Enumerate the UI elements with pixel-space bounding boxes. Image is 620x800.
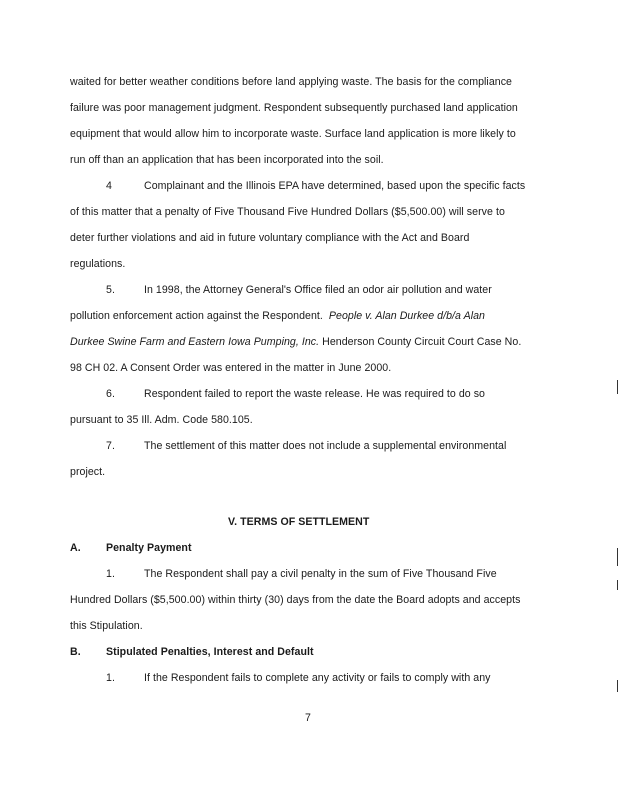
- subsection-title: Penalty Payment: [106, 542, 192, 554]
- case-caption: Durkee Swine Farm and Eastern Iowa Pumping, Inc.: [70, 336, 320, 348]
- scan-artifact: [617, 380, 618, 394]
- subsection-title: Stipulated Penalties, Interest and Default: [106, 646, 314, 658]
- body-line: failure was poor management judgment. Respondent subsequently purchased land application: [70, 102, 518, 114]
- paragraph-number: 1.: [106, 568, 115, 580]
- body-line: waited for better weather conditions before land applying waste. The basis for the compliance: [70, 76, 512, 88]
- scan-artifact: [617, 680, 618, 692]
- paragraph-number: 4: [106, 180, 112, 192]
- body-line: run off than an application that has been incorporated into the soil.: [70, 154, 384, 166]
- section-heading: V. TERMS OF SETTLEMENT: [228, 516, 370, 528]
- body-line: The Respondent shall pay a civil penalty in the sum of Five Thousand Five: [144, 568, 497, 580]
- body-line: deter further violations and aid in future voluntary compliance with the Act and Board: [70, 232, 470, 244]
- body-line: Hundred Dollars ($5,500.00) within thirty (30) days from the date the Board adopts and accepts: [70, 594, 521, 606]
- body-line: equipment that would allow him to incorporate waste. Surface land application is more likely to: [70, 128, 516, 140]
- body-line: If the Respondent fails to complete any activity or fails to comply with any: [144, 672, 491, 684]
- page-number: 7: [305, 712, 311, 724]
- body-line: regulations.: [70, 258, 126, 270]
- subsection-letter: A.: [70, 542, 81, 554]
- scan-artifact: [617, 580, 618, 590]
- body-line: pursuant to 35 Ill. Adm. Code 580.105.: [70, 414, 253, 426]
- body-line: Complainant and the Illinois EPA have determined, based upon the specific facts: [144, 180, 526, 192]
- body-line: In 1998, the Attorney General's Office filed an odor air pollution and water: [144, 284, 492, 296]
- body-line: Respondent failed to report the waste release. He was required to do so: [144, 388, 485, 400]
- paragraph-number: 7.: [106, 440, 115, 452]
- subsection-letter: B.: [70, 646, 81, 658]
- body-text: pollution enforcement action against the Respondent.: [70, 310, 323, 322]
- body-line: [70, 310, 485, 322]
- paragraph-number: 5.: [106, 284, 115, 296]
- body-line: The settlement of this matter does not include a supplemental environmental: [144, 440, 507, 452]
- scan-artifact: [617, 548, 618, 566]
- body-text: Henderson County Circuit Court Case No.: [322, 336, 522, 348]
- body-line: of this matter that a penalty of Five Thousand Five Hundred Dollars ($5,500.00) will serve to: [70, 206, 505, 218]
- paragraph-number: 6.: [106, 388, 115, 400]
- case-caption: People v. Alan Durkee d/b/a Alan: [328, 310, 485, 322]
- body-line: project.: [70, 466, 106, 478]
- body-line: 98 CH 02. A Consent Order was entered in the matter in June 2000.: [70, 362, 392, 374]
- paragraph-number: 1.: [106, 672, 115, 684]
- body-line: [70, 336, 521, 348]
- body-line: this Stipulation.: [70, 620, 143, 632]
